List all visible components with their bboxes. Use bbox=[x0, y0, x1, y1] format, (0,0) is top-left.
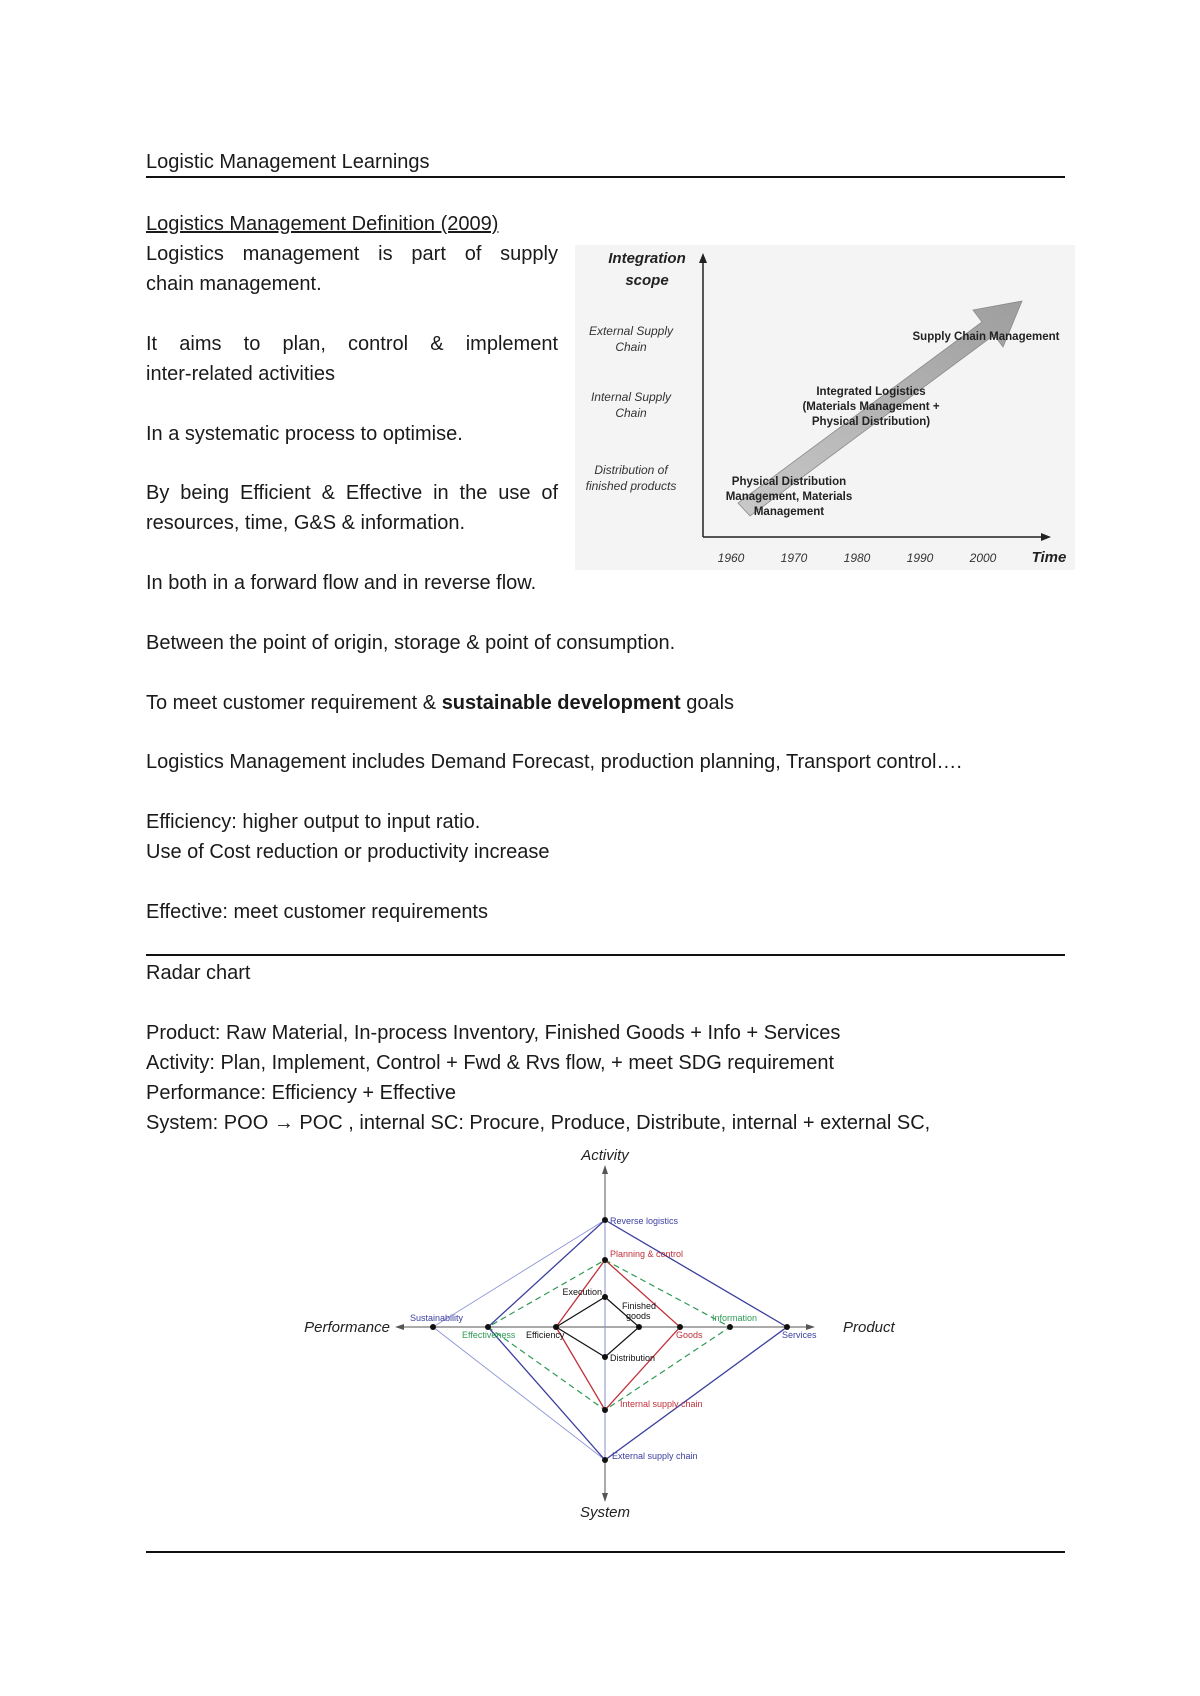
y-label-distribution-line-1: Distribution of bbox=[594, 463, 668, 477]
point-execution bbox=[602, 1294, 608, 1300]
system-axis-arrowhead bbox=[602, 1493, 608, 1502]
paragraph-6: Between the point of origin, storage & point of consumption. bbox=[146, 632, 676, 654]
system-text-b: POC , internal SC: Procure, Produce, Distribute, internal + external SC, bbox=[293, 1112, 931, 1134]
document-title: Logistic Management Learnings bbox=[146, 151, 430, 173]
x-tick-1990: 1990 bbox=[906, 551, 934, 565]
paragraph-2-line-1: It aims to plan, control & implement bbox=[146, 333, 558, 355]
stage-integrated-logistics-line-2: (Materials Management + bbox=[802, 401, 940, 413]
integration-scope-figure bbox=[575, 245, 1075, 570]
radar-activity-line: Activity: Plan, Implement, Control + Fwd & Rvs flow, + meet SDG requirement bbox=[146, 1052, 835, 1074]
stage-supply-chain-management: Supply Chain Management bbox=[912, 331, 1060, 343]
efficiency-definition: Efficiency: higher output to input ratio. bbox=[146, 811, 481, 833]
axis-label-system: System bbox=[579, 1504, 631, 1520]
point-sustainability bbox=[430, 1324, 436, 1330]
label-services: Services bbox=[782, 1330, 817, 1340]
paragraph-7 bbox=[146, 688, 734, 718]
title-rule bbox=[146, 176, 1065, 178]
label-information: Information bbox=[712, 1313, 758, 1323]
label-finished-goods-line-1: Finished bbox=[622, 1301, 657, 1311]
sustainability-outline bbox=[433, 1220, 605, 1460]
y-label-distribution-line-2: finished products bbox=[585, 479, 677, 493]
paragraph-3: In a systematic process to optimise. bbox=[146, 423, 463, 445]
paragraph-5: In both in a forward flow and in reverse flow. bbox=[146, 572, 537, 594]
point-planning-control bbox=[602, 1257, 608, 1263]
radar-product-line: Product: Raw Material, In-process Inventory, Finished Goods + Info + Services bbox=[146, 1022, 841, 1044]
label-distribution: Distribution bbox=[610, 1353, 656, 1363]
y-axis-title-line-2: scope bbox=[625, 272, 669, 289]
y-label-external-line-2: Chain bbox=[615, 340, 647, 354]
label-goods: Goods bbox=[676, 1330, 703, 1340]
red-diamond bbox=[556, 1260, 680, 1410]
paragraph-1-line-2: chain management. bbox=[146, 273, 322, 295]
stage-physical-distribution-line-2: Management, Materials bbox=[725, 491, 853, 503]
effective-definition: Effective: meet customer requirements bbox=[146, 901, 488, 923]
point-information bbox=[727, 1324, 733, 1330]
label-efficiency: Efficiency bbox=[526, 1330, 565, 1340]
radar-heading: Radar chart bbox=[146, 962, 251, 984]
axis-label-product: Product bbox=[843, 1319, 895, 1336]
efficiency-note: Use of Cost reduction or productivity increase bbox=[146, 841, 550, 863]
radar-system-line bbox=[146, 1108, 930, 1138]
label-reverse-logistics: Reverse logistics bbox=[610, 1216, 679, 1226]
x-tick-1970: 1970 bbox=[780, 551, 808, 565]
paragraph-2-line-2: inter-related activities bbox=[146, 363, 335, 385]
stage-physical-distribution-line-1: Physical Distribution bbox=[731, 476, 847, 488]
paragraph-8: Logistics Management includes Demand Forecast, production planning, Transport control…. bbox=[146, 751, 962, 773]
point-reverse-logistics bbox=[602, 1217, 608, 1223]
y-axis-title-line-1: Integration bbox=[608, 250, 686, 267]
y-label-external-line-1: External Supply bbox=[588, 324, 674, 338]
point-finished-goods bbox=[636, 1324, 642, 1330]
arrow-right-icon: → bbox=[273, 1112, 294, 1134]
paragraph-1-line-1: Logistics management is part of supply bbox=[146, 243, 558, 265]
label-execution: Execution bbox=[562, 1287, 602, 1297]
radar-diagram bbox=[290, 1145, 910, 1520]
point-internal-supply-chain bbox=[602, 1407, 608, 1413]
radar-performance-line: Performance: Efficiency + Effective bbox=[146, 1082, 456, 1104]
activity-axis-arrowhead bbox=[602, 1165, 608, 1174]
label-planning-control: Planning & control bbox=[610, 1249, 684, 1259]
point-distribution bbox=[602, 1354, 608, 1360]
bottom-rule bbox=[146, 1551, 1065, 1553]
axis-label-performance: Performance bbox=[304, 1319, 390, 1336]
section-rule bbox=[146, 954, 1065, 956]
paragraph-7-text-a: To meet customer requirement & bbox=[146, 692, 442, 714]
stage-integrated-logistics-line-3: Physical Distribution) bbox=[811, 416, 931, 428]
label-sustainability: Sustainability bbox=[410, 1313, 464, 1323]
paragraph-4-line-2: resources, time, G&S & information. bbox=[146, 512, 466, 534]
x-tick-1960: 1960 bbox=[717, 551, 745, 565]
y-label-internal-line-1: Internal Supply bbox=[590, 390, 672, 404]
label-external-supply-chain: External supply chain bbox=[612, 1451, 698, 1461]
sustainable-development-emphasis: sustainable development bbox=[441, 692, 681, 714]
definition-heading: Logistics Management Definition (2009) bbox=[146, 213, 499, 235]
stage-integrated-logistics-line-1: Integrated Logistics bbox=[816, 386, 926, 398]
x-tick-1980: 1980 bbox=[843, 551, 871, 565]
axis-label-activity: Activity bbox=[581, 1147, 629, 1164]
label-effectiveness: Effectiveness bbox=[462, 1330, 516, 1340]
x-tick-2000: 2000 bbox=[969, 551, 997, 565]
label-internal-supply-chain: Internal supply chain bbox=[620, 1399, 703, 1409]
paragraph-4-line-1: By being Efficient & Effective in the use of bbox=[146, 482, 558, 504]
point-external-supply-chain bbox=[602, 1457, 608, 1463]
system-text-a: System: POO bbox=[146, 1112, 274, 1134]
y-label-internal-line-2: Chain bbox=[615, 406, 647, 420]
paragraph-7-text-b: goals bbox=[680, 692, 735, 714]
label-finished-goods-line-2: goods bbox=[626, 1311, 651, 1321]
performance-axis-arrowhead bbox=[395, 1324, 404, 1330]
stage-physical-distribution-line-3: Management bbox=[753, 506, 825, 518]
x-axis-title: Time bbox=[1031, 549, 1067, 566]
